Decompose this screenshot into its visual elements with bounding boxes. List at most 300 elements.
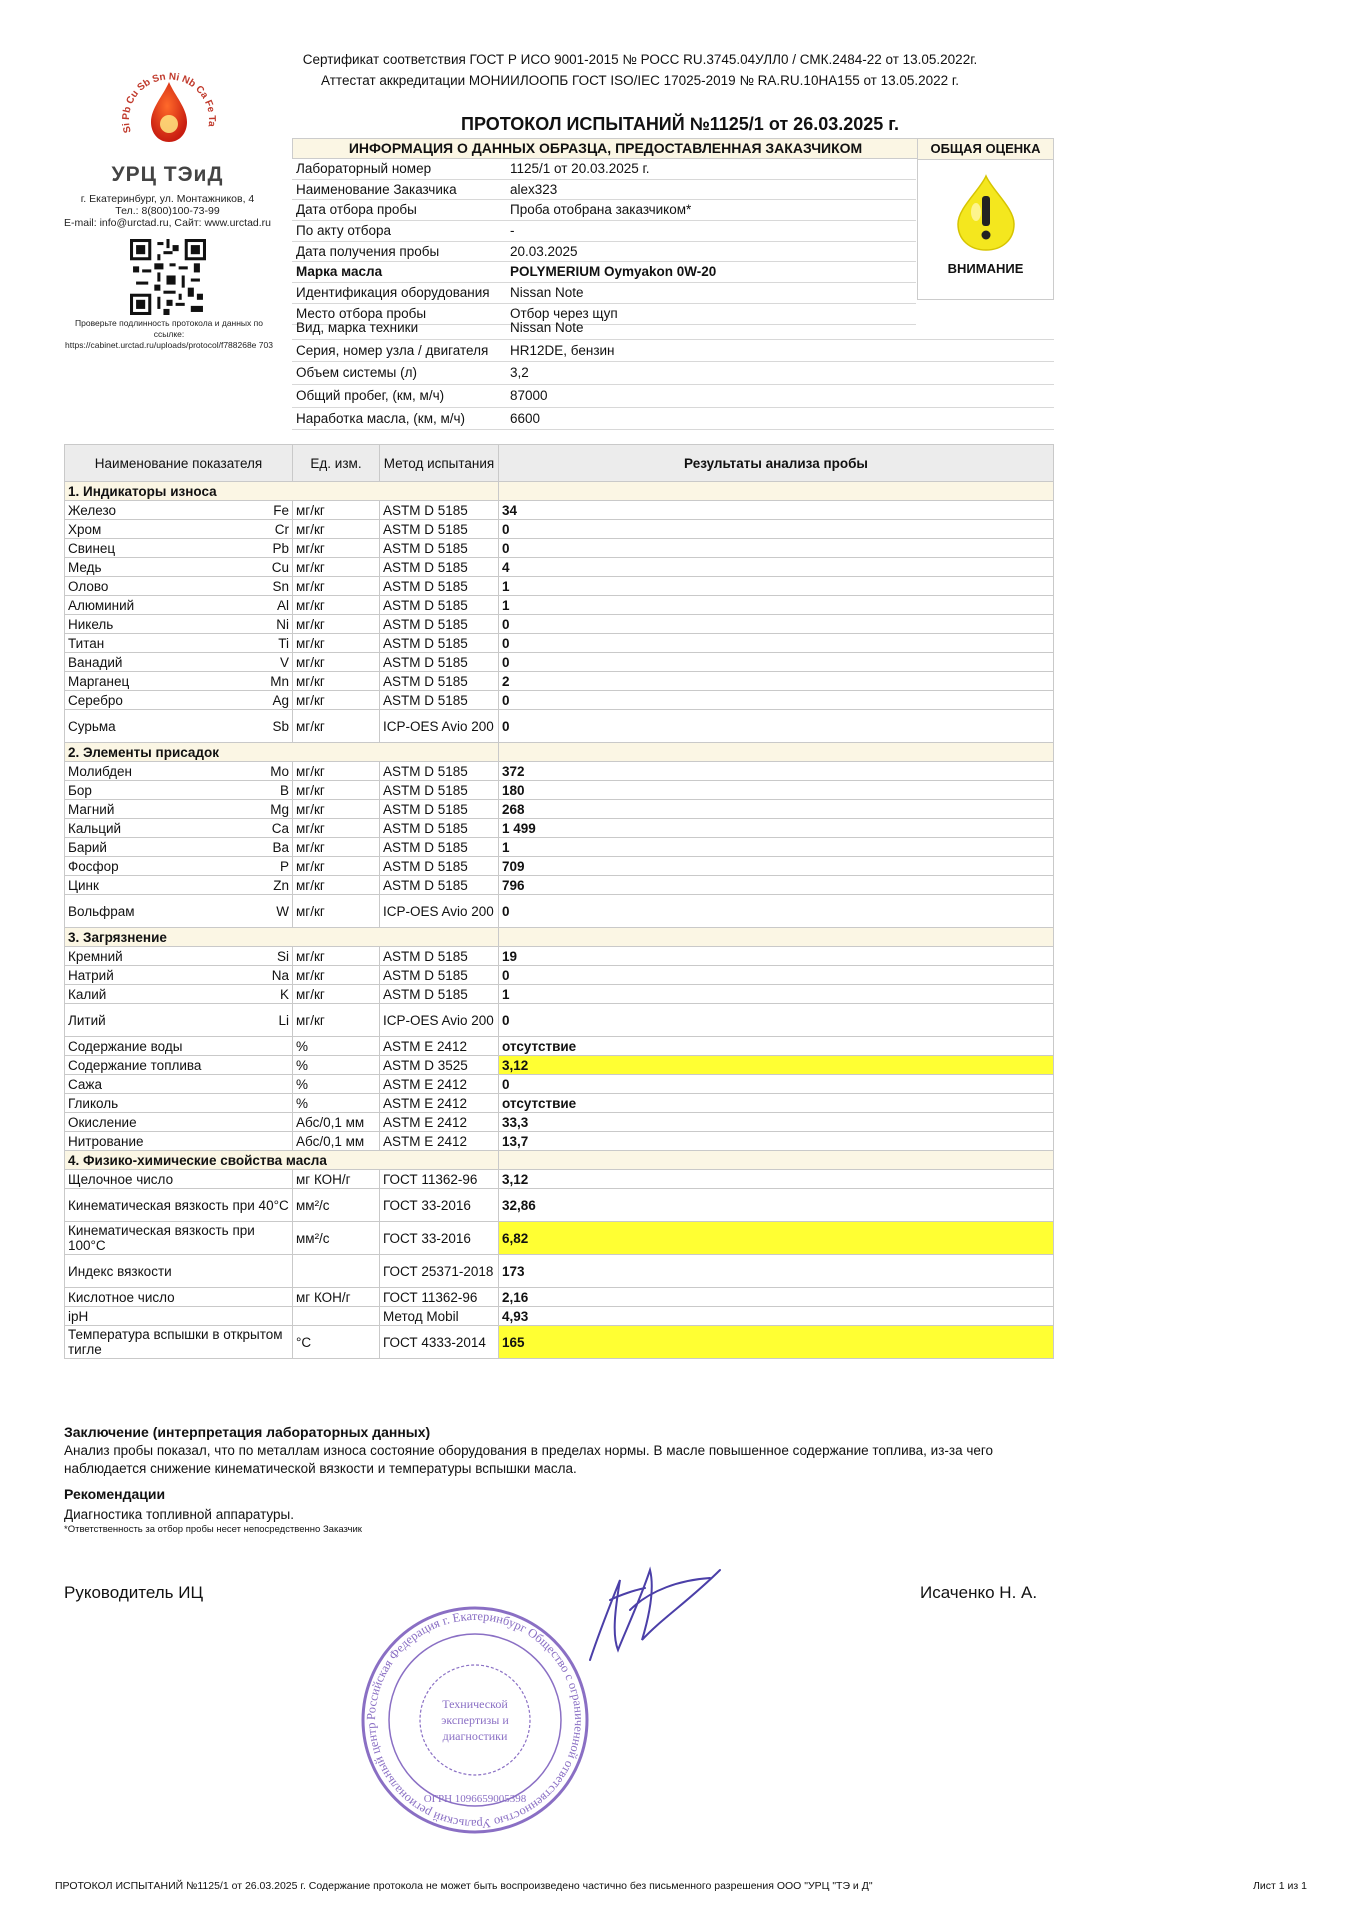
section-title: 1. Индикаторы износа <box>65 482 499 501</box>
indicator-name: Свинец <box>68 540 116 556</box>
unit-cell: мм²/с <box>293 1189 380 1222</box>
indicator-name: Окисление <box>68 1114 137 1130</box>
section-row <box>65 928 1054 947</box>
section-row <box>65 482 1054 501</box>
element-symbol: Si <box>276 948 289 964</box>
indicator-wrap <box>68 987 289 1002</box>
element-symbol: Mo <box>270 763 289 779</box>
indicator-name: Натрий <box>68 967 114 983</box>
certificate-line: Сертификат соответствия ГОСТ Р ИСО 9001-2015 № РОСС RU.3745.04УЛЛ0 / СМК.2484-22 от 13.05.2022г. <box>302 52 978 67</box>
table-row <box>65 1222 1054 1255</box>
sample-info-key: Наработка масла, (км, м/ч) <box>296 410 466 426</box>
result-value: 0 <box>499 653 1054 672</box>
result-value: 0 <box>499 1004 1054 1037</box>
indicator-cell <box>65 857 293 876</box>
indicator-cell <box>65 1189 293 1222</box>
verify-note <box>60 318 278 351</box>
indicator-cell <box>65 876 293 895</box>
table-row <box>65 1288 1054 1307</box>
table-row <box>65 1307 1054 1326</box>
unit-cell: мг/кг <box>293 947 380 966</box>
overall-label: ВНИМАНИЕ <box>947 261 1024 276</box>
signer-role: Руководитель ИЦ <box>64 1583 204 1602</box>
unit-cell: мг/кг <box>293 895 380 928</box>
method-cell: ASTM D 5185 <box>380 653 499 672</box>
result-value: 0 <box>499 691 1054 710</box>
indicator-cell <box>65 838 293 857</box>
result-value: 4 <box>499 558 1054 577</box>
unit-cell: мг/кг <box>293 710 380 743</box>
sample-info-value: HR12DE, бензин <box>510 342 615 358</box>
page-number: Лист 1 из 1 <box>1253 1880 1307 1892</box>
result-value: 268 <box>499 800 1054 819</box>
unit-cell: мг/кг <box>293 819 380 838</box>
method-cell: ASTM D 5185 <box>380 947 499 966</box>
indicator-wrap <box>68 719 289 734</box>
method-cell: ASTM D 5185 <box>380 539 499 558</box>
indicator-cell <box>65 762 293 781</box>
sample-info-value: Nissan Note <box>510 285 584 301</box>
col-header-name: Наименование показателя <box>65 445 293 482</box>
element-symbol: Ni <box>276 616 289 632</box>
overall-heading: ОБЩАЯ ОЦЕНКА <box>918 139 1053 160</box>
method-cell: ГОСТ 33-2016 <box>380 1189 499 1222</box>
indicator-cell <box>65 1056 293 1075</box>
verify-link[interactable]: https://cabinet.urctad.ru/uploads/protocol/f788268e 703 <box>65 340 273 350</box>
indicator-wrap <box>68 1264 289 1279</box>
method-cell: ГОСТ 11362-96 <box>380 1170 499 1189</box>
indicator-cell <box>65 800 293 819</box>
table-row <box>65 857 1054 876</box>
indicator-wrap <box>68 764 289 779</box>
sample-info-key: Идентификация оборудования <box>296 285 490 301</box>
sample-info-row <box>292 221 916 242</box>
unit-cell: мг/кг <box>293 1004 380 1037</box>
unit-cell: % <box>293 1075 380 1094</box>
unit-cell: мг/кг <box>293 653 380 672</box>
table-row <box>65 1037 1054 1056</box>
indicator-wrap <box>68 802 289 817</box>
result-value: отсутствие <box>499 1037 1054 1056</box>
stamp-outer-text: Российская Федерация г. Екатеринбург Общество с ограниченной ответственностью Уральский региональный центр <box>363 1608 587 1832</box>
element-symbol: Zn <box>273 877 289 893</box>
indicator-name: Железо <box>68 502 116 518</box>
unit-cell: мг/кг <box>293 966 380 985</box>
indicator-wrap <box>68 949 289 964</box>
sample-info-value: POLYMERIUM Oymyakon 0W-20 <box>510 264 717 280</box>
result-value: 709 <box>499 857 1054 876</box>
method-cell: ICP-OES Avio 200 <box>380 710 499 743</box>
method-cell: ASTM D 5185 <box>380 838 499 857</box>
method-cell: ASTM D 5185 <box>380 615 499 634</box>
indicator-wrap <box>68 560 289 575</box>
result-value: 0 <box>499 1075 1054 1094</box>
element-symbol: Cu <box>271 559 289 575</box>
method-cell: ASTM D 3525 <box>380 1056 499 1075</box>
indicator-name: Марганец <box>68 673 130 689</box>
sample-info-value: Nissan Note <box>510 320 584 335</box>
table-row <box>65 558 1054 577</box>
sample-info-row <box>292 200 916 221</box>
unit-cell: мг КОН/г <box>293 1288 380 1307</box>
unit-cell: % <box>293 1056 380 1075</box>
result-value: 173 <box>499 1255 1054 1288</box>
result-value: 180 <box>499 781 1054 800</box>
method-cell: ASTM D 5185 <box>380 596 499 615</box>
element-symbol: K <box>279 986 289 1002</box>
indicator-wrap <box>68 522 289 537</box>
result-value: 0 <box>499 539 1054 558</box>
element-symbol: Pb <box>272 540 289 556</box>
indicator-cell <box>65 1307 293 1326</box>
sample-info-key: Дата получения пробы <box>296 243 440 259</box>
unit-cell: мг/кг <box>293 577 380 596</box>
section-spacer <box>499 928 1054 947</box>
indicator-cell <box>65 596 293 615</box>
indicator-wrap <box>68 904 289 919</box>
table-row <box>65 762 1054 781</box>
indicator-wrap <box>68 1327 289 1357</box>
indicator-name: Температура вспышки в открытом тигле <box>68 1327 283 1357</box>
table-row <box>65 819 1054 838</box>
unit-cell: мг/кг <box>293 672 380 691</box>
indicator-wrap <box>68 1134 289 1149</box>
method-cell: ICP-OES Avio 200 <box>380 895 499 928</box>
indicator-wrap <box>68 1223 289 1253</box>
indicator-wrap <box>68 1039 289 1054</box>
sample-info-value: Проба отобрана заказчиком* <box>510 202 692 218</box>
result-value: 0 <box>499 520 1054 539</box>
table-row <box>65 947 1054 966</box>
results-table <box>64 444 1054 1359</box>
unit-cell: мг/кг <box>293 985 380 1004</box>
method-cell: ASTM D 5185 <box>380 672 499 691</box>
indicator-cell <box>65 895 293 928</box>
indicator-wrap <box>68 968 289 983</box>
method-cell: ASTM D 5185 <box>380 985 499 1004</box>
indicator-wrap <box>68 821 289 836</box>
element-symbol: V <box>279 654 289 670</box>
indicator-cell <box>65 558 293 577</box>
element-symbol: P <box>279 858 289 874</box>
indicator-cell <box>65 1037 293 1056</box>
table-row <box>65 838 1054 857</box>
indicator-wrap <box>68 783 289 798</box>
method-cell: ASTM D 5185 <box>380 966 499 985</box>
unit-cell: мг/кг <box>293 876 380 895</box>
indicator-cell <box>65 985 293 1004</box>
table-row <box>65 634 1054 653</box>
indicator-name: Литий <box>68 1012 106 1028</box>
result-value: 0 <box>499 966 1054 985</box>
indicator-cell <box>65 1255 293 1288</box>
indicator-cell <box>65 539 293 558</box>
method-cell: ASTM E 2412 <box>380 1113 499 1132</box>
indicator-name: Ванадий <box>68 654 123 670</box>
result-value: 1 <box>499 838 1054 857</box>
lab-address: г. Екатеринбург, ул. Монтажников, 4 <box>80 193 255 205</box>
indicator-cell <box>65 653 293 672</box>
stamp-inner-2: экспертизы и <box>441 1713 509 1727</box>
method-cell: ASTM E 2412 <box>380 1132 499 1151</box>
method-cell: ASTM D 5185 <box>380 762 499 781</box>
result-value: 372 <box>499 762 1054 781</box>
overall-assessment <box>917 138 1054 300</box>
indicator-name: Кинематическая вязкость при 100°С <box>68 1223 255 1253</box>
indicator-name: Содержание топлива <box>68 1057 202 1073</box>
indicator-wrap <box>68 1115 289 1130</box>
indicator-name: Нитрование <box>68 1133 144 1149</box>
section-title: 4. Физико-химические свойства масла <box>65 1151 499 1170</box>
table-row <box>65 1170 1054 1189</box>
sample-info-row <box>292 262 916 283</box>
table-row <box>65 1075 1054 1094</box>
result-value: 2,16 <box>499 1288 1054 1307</box>
indicator-wrap <box>68 636 289 651</box>
indicator-name: Медь <box>68 559 102 575</box>
sample-info-value: 87000 <box>510 388 548 404</box>
indicator-name: Калий <box>68 986 107 1002</box>
sample-info-key: Объем системы (л) <box>296 365 417 381</box>
element-symbol: Mn <box>270 673 289 689</box>
section-spacer <box>499 482 1054 501</box>
result-value: 0 <box>499 895 1054 928</box>
indicator-name: Фосфор <box>68 858 119 874</box>
qr-code-icon[interactable] <box>130 239 206 315</box>
unit-cell <box>293 1307 380 1326</box>
indicator-name: Хром <box>68 521 102 537</box>
indicator-cell <box>65 1288 293 1307</box>
indicator-wrap <box>68 598 289 613</box>
unit-cell: мг/кг <box>293 838 380 857</box>
result-value: 165 <box>499 1326 1054 1359</box>
method-cell: ASTM D 5185 <box>380 876 499 895</box>
result-value: 33,3 <box>499 1113 1054 1132</box>
sample-info-row <box>292 340 1054 363</box>
indicator-wrap <box>68 1198 289 1213</box>
indicator-name: Олово <box>68 578 109 594</box>
method-cell: ASTM E 2412 <box>380 1075 499 1094</box>
page-title: ПРОТОКОЛ ИСПЫТАНИЙ №1125/1 от 26.03.2025 г. <box>461 114 899 134</box>
element-symbol: Li <box>278 1012 289 1028</box>
indicator-wrap <box>68 1013 289 1028</box>
unit-cell: % <box>293 1094 380 1113</box>
stamp-and-signature <box>350 1540 750 1860</box>
element-symbol: Ca <box>271 820 289 836</box>
indicator-wrap <box>68 878 289 893</box>
indicator-name: Гликоль <box>68 1095 119 1111</box>
unit-cell: мг/кг <box>293 558 380 577</box>
unit-cell: мг/кг <box>293 800 380 819</box>
unit-cell: мг/кг <box>293 691 380 710</box>
unit-cell: Абс/0,1 мм <box>293 1132 380 1151</box>
element-symbol: Na <box>271 967 289 983</box>
indicator-name: Цинк <box>68 877 99 893</box>
element-symbol: Ag <box>272 692 289 708</box>
method-cell: ICP-OES Avio 200 <box>380 1004 499 1037</box>
section-row <box>65 1151 1054 1170</box>
unit-cell: °С <box>293 1326 380 1359</box>
sample-info-value: alex323 <box>510 181 558 197</box>
sample-info-row <box>292 242 916 263</box>
sample-info-key: Дата отбора пробы <box>296 202 417 218</box>
method-cell: ASTM D 5185 <box>380 634 499 653</box>
indicator-cell <box>65 501 293 520</box>
lab-logo-block <box>60 60 275 320</box>
indicator-name: Барий <box>68 839 107 855</box>
signature-scribble <box>590 1570 720 1660</box>
element-symbol: Sn <box>272 578 289 594</box>
result-value: отсутствие <box>499 1094 1054 1113</box>
method-cell: ГОСТ 4333-2014 <box>380 1326 499 1359</box>
sample-info-value: 6600 <box>510 410 541 426</box>
indicator-name: Алюминий <box>68 597 135 613</box>
table-row <box>65 501 1054 520</box>
result-value: 0 <box>499 634 1054 653</box>
indicator-cell <box>65 1113 293 1132</box>
indicator-name: Бор <box>68 782 92 798</box>
unit-cell: мг/кг <box>293 781 380 800</box>
unit-cell: мг/кг <box>293 634 380 653</box>
sample-info-value: - <box>510 223 515 239</box>
table-row <box>65 800 1054 819</box>
element-symbol: Al <box>276 597 289 613</box>
footer-text: ПРОТОКОЛ ИСПЫТАНИЙ №1125/1 от 26.03.2025 г. Содержание протокола не может быть воспроизведено частично без письменного разрешения ООО "УРЦ "ТЭ и Д" <box>55 1880 873 1892</box>
result-value: 0 <box>499 615 1054 634</box>
indicator-cell <box>65 672 293 691</box>
element-symbol: B <box>279 782 289 798</box>
element-symbol: Cr <box>274 521 289 537</box>
conclusion-heading: Заключение (интерпретация лабораторных данных) <box>64 1424 431 1440</box>
table-row <box>65 1132 1054 1151</box>
sample-info-row <box>292 180 916 201</box>
indicator-name: Щелочное число <box>68 1171 174 1187</box>
indicator-name: Содержание воды <box>68 1038 183 1054</box>
indicator-name: Серебро <box>68 692 123 708</box>
table-row <box>65 653 1054 672</box>
sample-info-key: Наименование Заказчика <box>296 181 457 197</box>
element-symbol: Ba <box>272 839 289 855</box>
indicator-cell <box>65 947 293 966</box>
indicator-wrap <box>68 693 289 708</box>
sample-info-key: По акту отбора <box>296 223 392 239</box>
indicator-name: Сурьма <box>68 718 116 734</box>
section-spacer <box>499 1151 1054 1170</box>
indicator-wrap <box>68 617 289 632</box>
lab-name: УРЦ ТЭиД <box>111 163 224 186</box>
indicator-wrap <box>68 1058 289 1073</box>
sample-info-value: 1125/1 от 20.03.2025 г. <box>510 161 650 176</box>
table-row <box>65 1189 1054 1222</box>
method-cell: Метод Mobil <box>380 1307 499 1326</box>
stamp-inner-1: Технической <box>442 1697 508 1711</box>
method-cell: ASTM D 5185 <box>380 819 499 838</box>
result-value: 2 <box>499 672 1054 691</box>
sample-info-row <box>292 159 916 180</box>
sample-info-row <box>292 317 1054 340</box>
sample-info-heading: ИНФОРМАЦИЯ О ДАННЫХ ОБРАЗЦА, ПРЕДОСТАВЛЕННАЯ ЗАКАЗЧИКОМ <box>292 138 919 159</box>
table-row <box>65 1004 1054 1037</box>
accreditation-line: Аттестат аккредитации МОНИИЛООПБ ГОСТ ISO/IEC 17025-2019 № RA.RU.10НА155 от 13.05.2022 г. <box>321 73 959 88</box>
indicator-wrap <box>68 674 289 689</box>
sample-info-row <box>292 283 916 304</box>
method-cell: ГОСТ 33-2016 <box>380 1222 499 1255</box>
col-header-method: Метод испытания <box>380 445 499 482</box>
indicator-wrap <box>68 1309 289 1324</box>
result-value: 6,82 <box>499 1222 1054 1255</box>
indicator-cell <box>65 691 293 710</box>
indicator-name: Кинематическая вязкость при 40°С <box>68 1197 289 1213</box>
indicator-wrap <box>68 1172 289 1187</box>
unit-cell: Абс/0,1 мм <box>293 1113 380 1132</box>
indicator-name: Сажа <box>68 1076 102 1092</box>
method-cell: ASTM D 5185 <box>380 857 499 876</box>
unit-cell: мг/кг <box>293 857 380 876</box>
indicator-cell <box>65 819 293 838</box>
table-row <box>65 539 1054 558</box>
indicator-wrap <box>68 579 289 594</box>
result-value: 1 <box>499 985 1054 1004</box>
method-cell: ASTM D 5185 <box>380 501 499 520</box>
indicator-wrap <box>68 541 289 556</box>
company-stamp <box>363 1608 587 1832</box>
unit-cell: мг/кг <box>293 596 380 615</box>
table-row <box>65 1056 1054 1075</box>
sample-info-row <box>292 362 1054 385</box>
unit-cell: мм²/с <box>293 1222 380 1255</box>
indicator-name: Молибден <box>68 763 132 779</box>
sample-info-value: Отбор через щуп <box>510 305 618 321</box>
result-value: 1 <box>499 577 1054 596</box>
logo-element-letters: Si Pb Cu Sb Sn Ni Nb Ca Fe Ta <box>120 71 217 134</box>
indicator-name: Титан <box>68 635 105 651</box>
sample-info-row <box>292 408 1054 431</box>
indicator-wrap <box>68 840 289 855</box>
sample-info-key: Общий пробег, (км, м/ч) <box>296 388 445 404</box>
table-row <box>65 672 1054 691</box>
sample-info-key: Лабораторный номер <box>296 161 432 176</box>
table-row <box>65 966 1054 985</box>
method-cell: ASTM D 5185 <box>380 577 499 596</box>
result-value: 32,86 <box>499 1189 1054 1222</box>
table-row <box>65 710 1054 743</box>
sample-info-key: Место отбора пробы <box>296 305 427 321</box>
result-value: 1 499 <box>499 819 1054 838</box>
indicator-name: Магний <box>68 801 115 817</box>
col-header-result: Результаты анализа пробы <box>499 445 1054 482</box>
lab-email: E-mail: info@urctad.ru, Сайт: www.urctad.ru <box>63 217 272 229</box>
conclusion-text: Анализ пробы показал, что по металлам износа состояние оборудования в пределах нормы. В масле повышенное содержание топлива, из-за чего наблюдается снижение кинематической вязкости и температуры вспышки масла. <box>64 1443 994 1476</box>
section-spacer <box>499 743 1054 762</box>
indicator-wrap <box>68 655 289 670</box>
table-row <box>65 1326 1054 1359</box>
indicator-cell <box>65 1132 293 1151</box>
indicator-cell <box>65 1326 293 1359</box>
result-value: 4,93 <box>499 1307 1054 1326</box>
method-cell: ASTM D 5185 <box>380 520 499 539</box>
indicator-cell <box>65 615 293 634</box>
unit-cell: мг/кг <box>293 501 380 520</box>
indicator-cell <box>65 1222 293 1255</box>
method-cell: ASTM D 5185 <box>380 800 499 819</box>
indicator-cell <box>65 1004 293 1037</box>
sample-info-value: 3,2 <box>510 365 529 381</box>
unit-cell <box>293 1255 380 1288</box>
element-symbol: Ti <box>278 635 289 651</box>
indicator-cell <box>65 520 293 539</box>
section-row <box>65 743 1054 762</box>
element-symbol: Mg <box>270 801 289 817</box>
